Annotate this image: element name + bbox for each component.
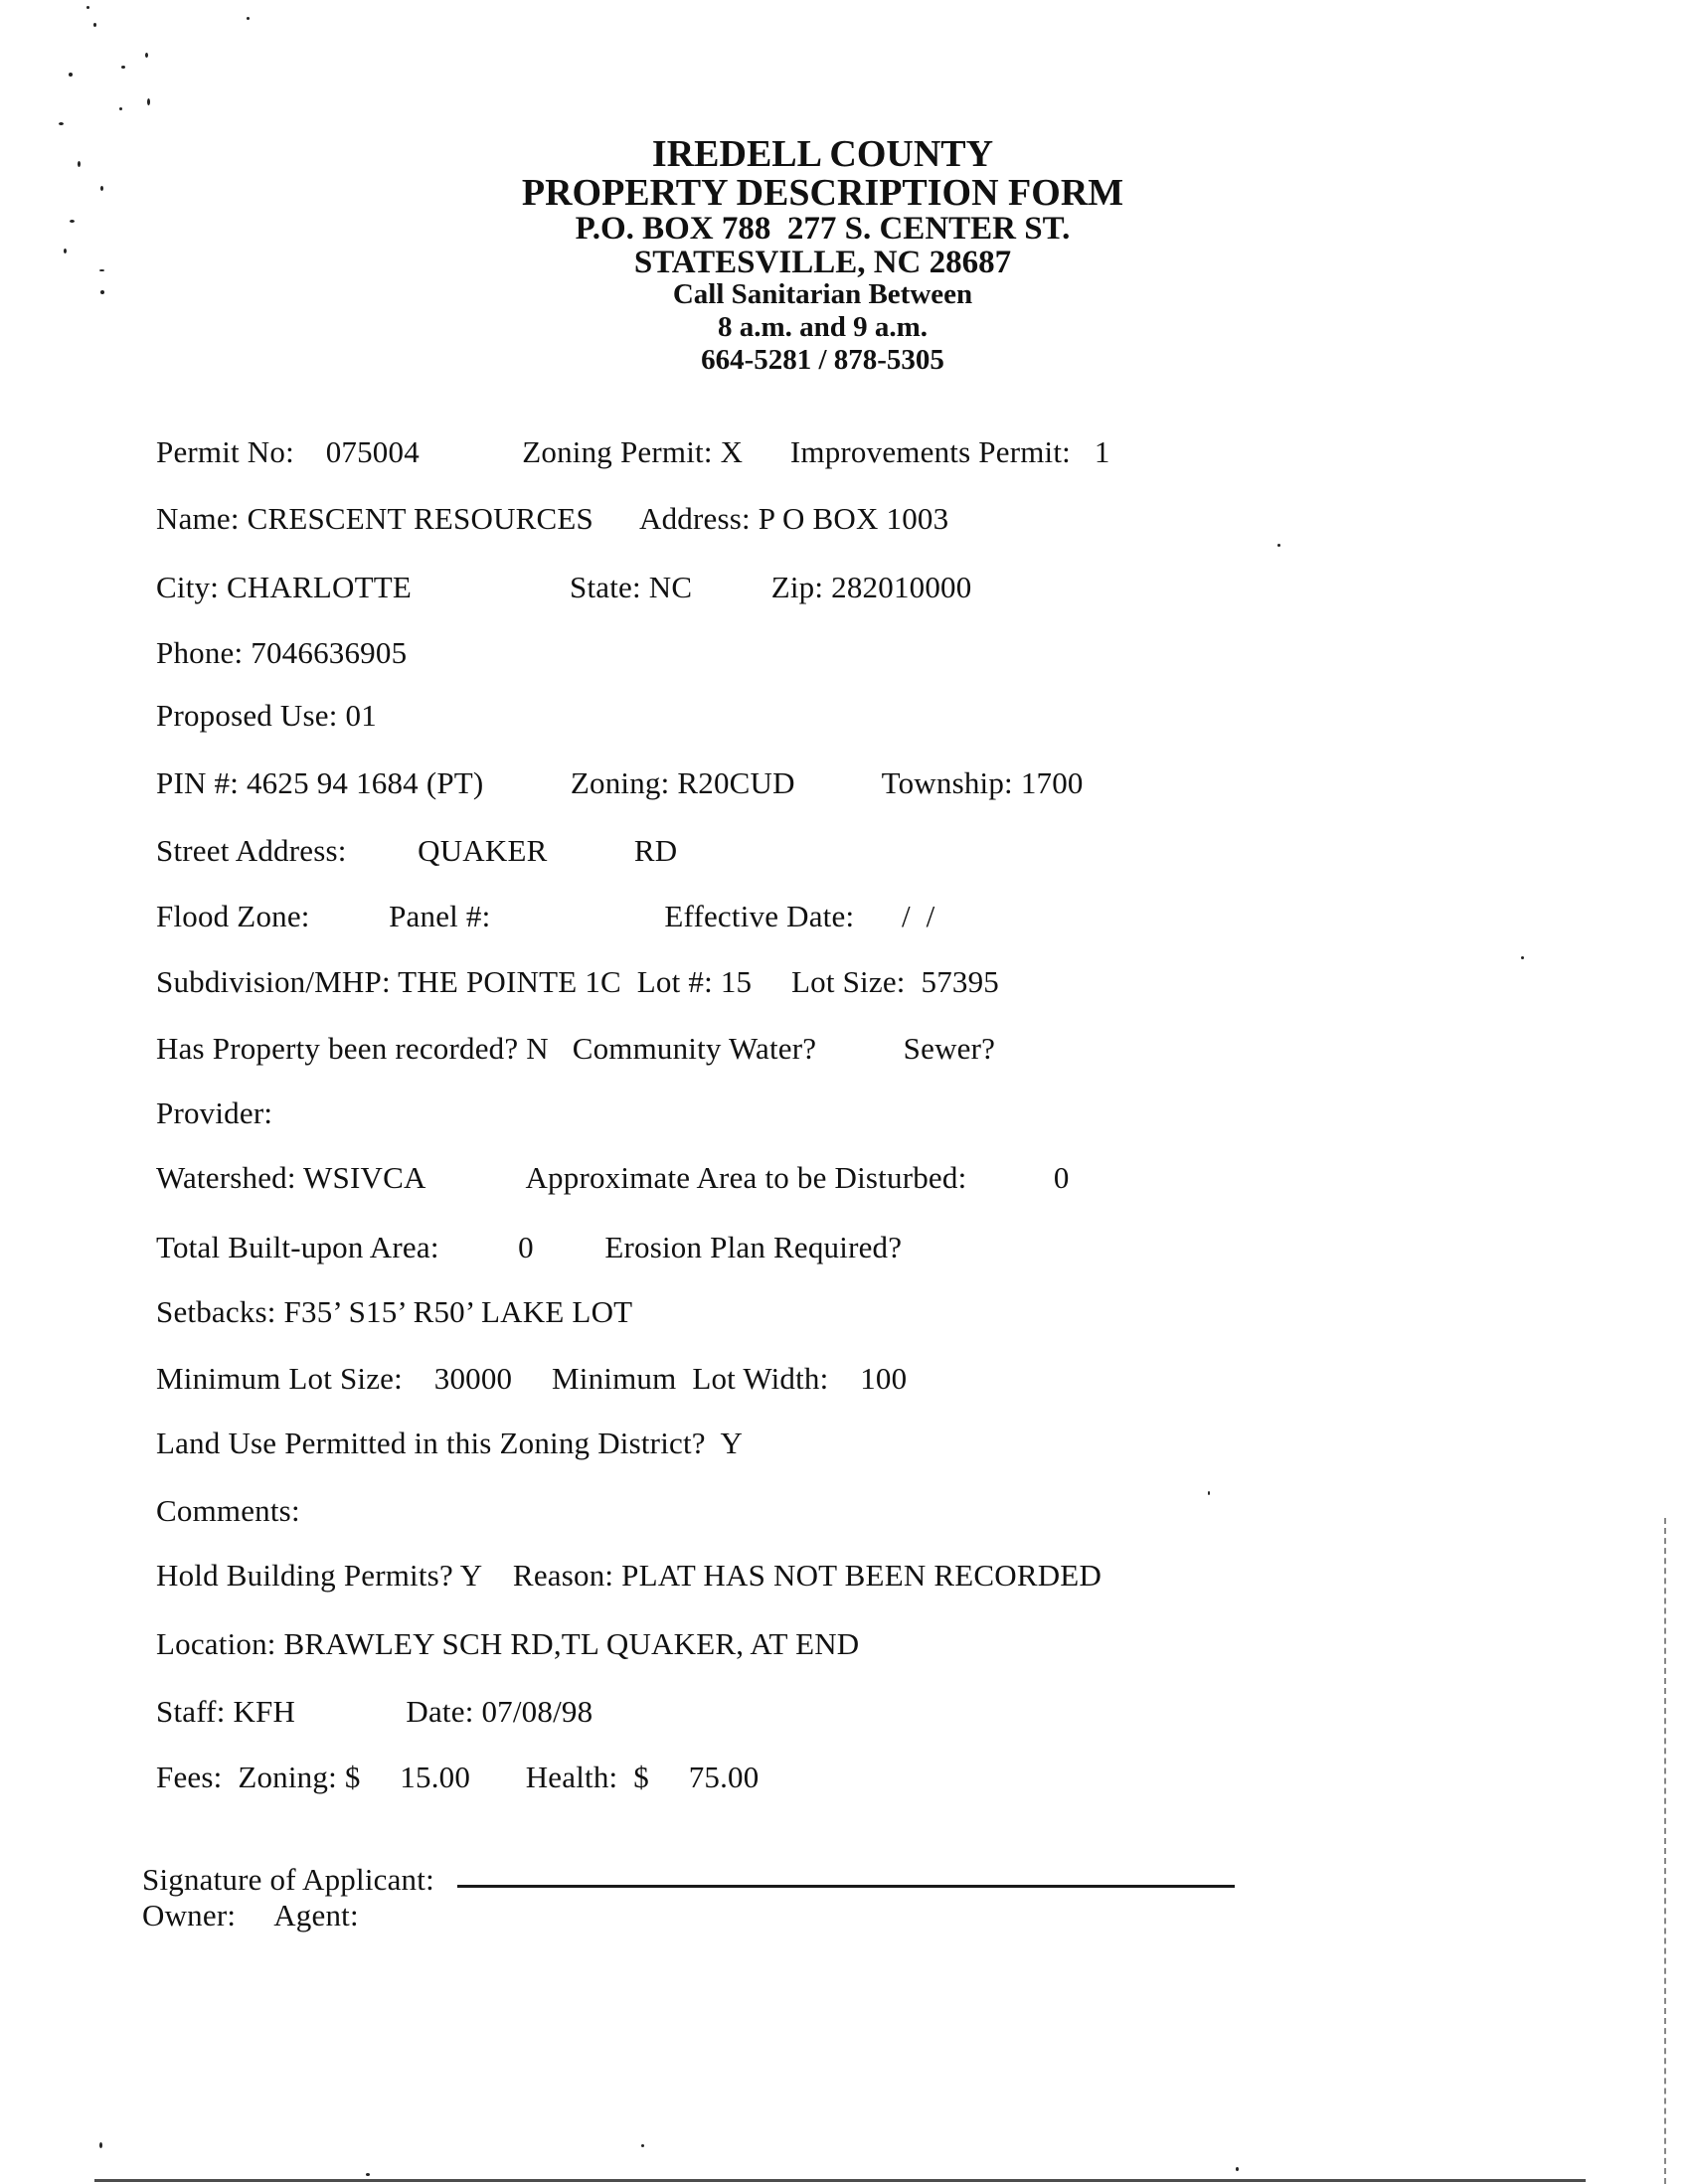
scan-speck: [100, 186, 103, 191]
header-note-line-1: Call Sanitarian Between: [672, 278, 973, 310]
form-title: PROPERTY DESCRIPTION FORM: [521, 172, 1124, 214]
header-note-line-2: 8 a.m. and 9 a.m.: [717, 311, 929, 343]
scan-speck: [59, 122, 64, 125]
line-city-state-zip: City: CHARLOTTE State: NC Zip: 282010000: [156, 570, 972, 604]
line-subdivision: Subdivision/MHP: THE POINTE 1C Lot #: 15 Lot Size: 57395: [156, 964, 999, 999]
scan-speck: [366, 2173, 370, 2176]
line-flood-zone: Flood Zone: Panel #: Effective Date: / /: [156, 899, 935, 933]
line-phone: Phone: 7046636905: [156, 635, 408, 670]
line-pin-zoning: PIN #: 4625 94 1684 (PT) Zoning: R20CUD Township: 1700: [156, 765, 1084, 800]
scan-speck: [86, 6, 89, 9]
line-fees: Fees: Zoning: $ 15.00 Health: $ 75.00: [156, 1760, 760, 1794]
scan-speck: [69, 73, 73, 77]
line-minimum-lot: Minimum Lot Size: 30000 Minimum Lot Width: 100: [156, 1361, 908, 1396]
scan-speck: [1236, 2167, 1239, 2171]
scan-edge-dashed-line: [1664, 1518, 1666, 2184]
line-land-use: Land Use Permitted in this Zoning District? Y: [156, 1426, 744, 1460]
scan-speck: [100, 290, 104, 294]
signature-line: [457, 1885, 1235, 1888]
line-permit-no: Permit No: 075004 Zoning Permit: X Improvements Permit: 1: [156, 434, 1110, 469]
scan-speck: [93, 23, 96, 27]
header-phone-line: 664-5281 / 878-5305: [701, 344, 944, 376]
scan-bottom-edge: [94, 2179, 1586, 2182]
line-comments: Comments:: [156, 1493, 300, 1528]
line-built-upon: Total Built-upon Area: 0 Erosion Plan Required?: [156, 1230, 903, 1264]
signature-of-applicant-label: Signature of Applicant:: [142, 1862, 434, 1897]
header-city-line: STATESVILLE, NC 28687: [633, 245, 1012, 280]
line-setbacks: Setbacks: F35’ S15’ R50’ LAKE LOT: [156, 1294, 633, 1329]
line-street-address: Street Address: QUAKER RD: [156, 833, 678, 868]
scan-speck: [99, 269, 104, 271]
owner-agent-label: Owner: Agent:: [142, 1898, 359, 1932]
scan-speck: [147, 98, 150, 105]
header-po-box-line: P.O. BOX 788 277 S. CENTER ST.: [575, 211, 1071, 247]
scan-speck: [119, 107, 122, 110]
scan-speck: [1208, 1491, 1210, 1495]
line-proposed-use: Proposed Use: 01: [156, 698, 377, 733]
line-staff-date: Staff: KFH Date: 07/08/98: [156, 1694, 593, 1729]
scan-speck: [64, 249, 67, 253]
scan-speck: [641, 2144, 644, 2147]
line-recorded-water: Has Property been recorded? N Community Water? Sewer?: [156, 1031, 996, 1066]
scan-speck: [121, 66, 125, 69]
scan-speck: [99, 2142, 102, 2148]
county-title: IREDELL COUNTY: [651, 133, 994, 175]
line-hold-permits: Hold Building Permits? Y Reason: PLAT HAS NOT BEEN RECORDED: [156, 1558, 1102, 1593]
line-watershed: Watershed: WSIVCA Approximate Area to be Disturbed: 0: [156, 1160, 1070, 1195]
scan-speck: [1521, 956, 1524, 959]
line-location: Location: BRAWLEY SCH RD,TL QUAKER, AT END: [156, 1626, 860, 1661]
line-provider: Provider:: [156, 1095, 273, 1130]
scan-speck: [247, 17, 250, 20]
scan-speck: [1277, 544, 1280, 547]
scan-speck: [78, 161, 81, 167]
scan-speck: [145, 53, 148, 58]
line-name-address: Name: CRESCENT RESOURCES Address: P O BOX 1003: [156, 501, 949, 536]
scan-speck: [70, 220, 75, 223]
